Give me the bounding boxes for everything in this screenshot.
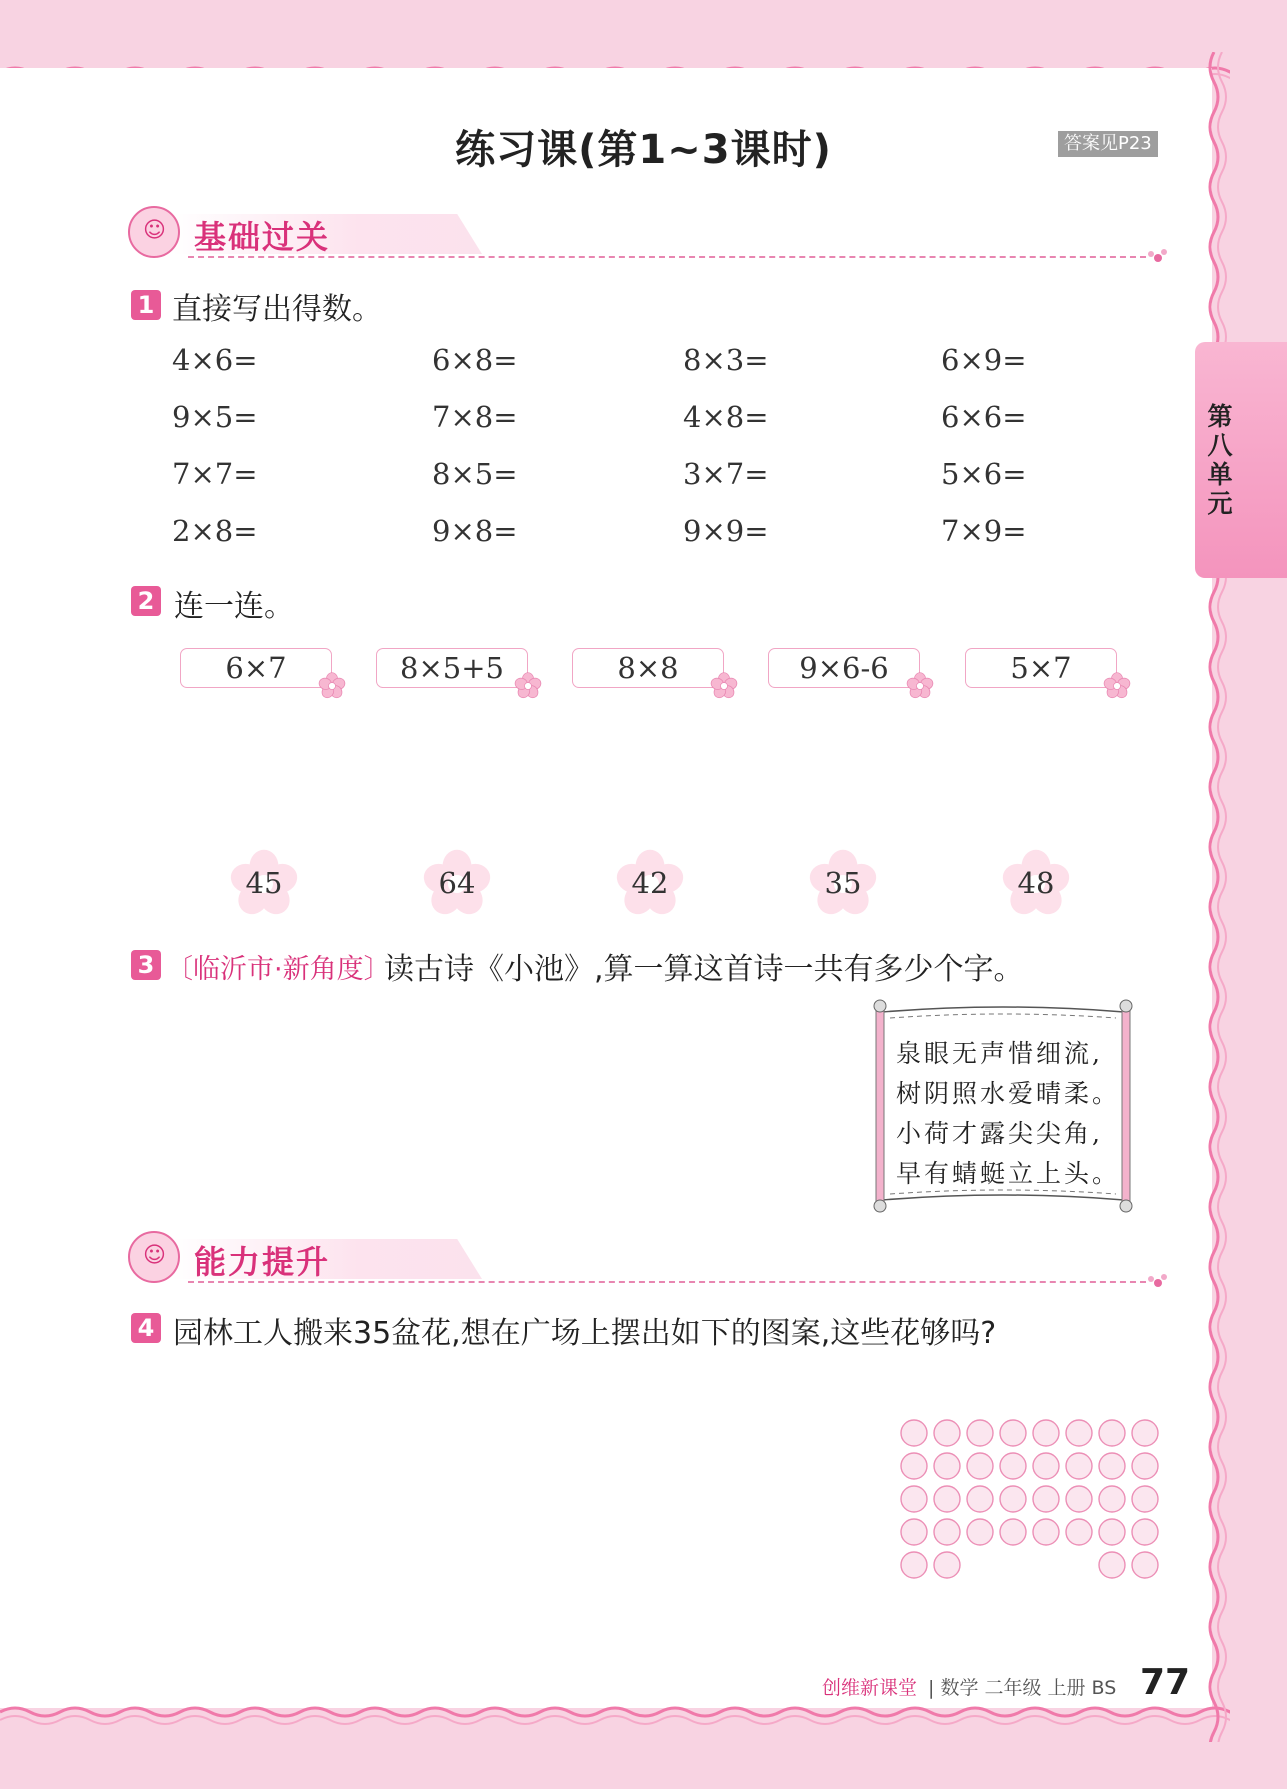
section-header-advanced — [128, 1231, 1168, 1287]
flower-pot-dot — [967, 1453, 993, 1479]
q1-equation: 7×7= — [172, 457, 258, 491]
q1-equation: 8×5= — [432, 457, 518, 491]
footer-book-info: | 数学 二年级 上册 BS — [928, 1677, 1117, 1699]
flower-pot-dot — [1000, 1486, 1026, 1512]
flower-pot-dot — [1066, 1420, 1092, 1446]
question-number-1: 1 — [131, 290, 161, 320]
flower-pot-dot — [1099, 1519, 1125, 1545]
flower-pot-dot — [1132, 1552, 1158, 1578]
q1-equation: 4×8= — [683, 400, 769, 434]
mascot-icon: ☺ — [128, 206, 180, 258]
flower-pot-dot — [1066, 1486, 1092, 1512]
poem-line: 早有蜻蜓立上头。 — [896, 1159, 1121, 1188]
flower-pot-dot — [1033, 1519, 1059, 1545]
q2-expression-box: 8×5+5 — [376, 648, 528, 688]
flower-pot-pattern — [896, 1417, 1166, 1579]
question-number-3: 3 — [131, 950, 161, 980]
q2-result-value: 48 — [1017, 866, 1055, 900]
flower-pot-dot — [1132, 1519, 1158, 1545]
flower-pot-dot — [967, 1486, 993, 1512]
flower-pot-dot — [1033, 1453, 1059, 1479]
flower-pot-dot — [1099, 1453, 1125, 1479]
answer-reference-badge: 答案见P23 — [1058, 131, 1158, 157]
flower-pot-dot — [1132, 1453, 1158, 1479]
q2-result-value: 64 — [438, 866, 476, 900]
flower-pot-dot — [1066, 1453, 1092, 1479]
q2-expression-box: 5×7 — [965, 648, 1117, 688]
question-2-text: 连一连。 — [174, 589, 294, 624]
q1-equation: 5×6= — [941, 457, 1027, 491]
flower-pot-dot — [1066, 1519, 1092, 1545]
flower-pot-dot — [1000, 1453, 1026, 1479]
footer-brand: 创维新课堂 — [822, 1677, 918, 1699]
page-number: 77 — [1140, 1662, 1191, 1703]
flower-pot-dot — [967, 1519, 993, 1545]
q2-result-value: 42 — [631, 866, 669, 900]
flower-pot-dot — [901, 1486, 927, 1512]
q2-result-value: 45 — [245, 866, 283, 900]
flower-pot-dot — [1099, 1486, 1125, 1512]
flower-icon — [1103, 672, 1131, 700]
q2-result-flower — [1000, 848, 1072, 920]
q1-equation: 2×8= — [172, 514, 258, 548]
flower-pot-dot — [901, 1519, 927, 1545]
flower-pot-dot — [1033, 1486, 1059, 1512]
wavy-right-border — [1200, 52, 1240, 1742]
flower-icon — [318, 672, 346, 700]
q2-expression-box: 9×6-6 — [768, 648, 920, 688]
q2-result-value: 35 — [824, 866, 862, 900]
q1-equation: 8×3= — [683, 343, 769, 377]
flower-pot-dot — [901, 1453, 927, 1479]
question-3-text: 读古诗《小池》,算一算这首诗一共有多少个字。 — [384, 952, 1024, 987]
flower-icon — [710, 672, 738, 700]
poem-line: 小荷才露尖尖角, — [896, 1119, 1103, 1148]
flower-pot-dot — [1099, 1420, 1125, 1446]
flower-icon — [514, 672, 542, 700]
section-label-basic: 基础过关 — [194, 218, 331, 256]
flower-pot-dot — [934, 1486, 960, 1512]
page-title: 练习课(第1~3课时) — [455, 127, 832, 173]
mascot-icon: ☺ — [128, 1231, 180, 1283]
question-3-source-tag: 〔临沂市·新角度〕 — [166, 954, 391, 985]
q1-equation: 6×6= — [941, 400, 1027, 434]
unit-side-tab — [1195, 342, 1287, 578]
flower-pot-dot — [934, 1420, 960, 1446]
flower-pot-dot — [1000, 1519, 1026, 1545]
q1-equation: 9×5= — [172, 400, 258, 434]
question-1-text: 直接写出得数。 — [172, 292, 382, 327]
flower-pot-dot — [1132, 1486, 1158, 1512]
wavy-bottom-border — [0, 1700, 1230, 1736]
q2-result-flower — [421, 848, 493, 920]
q2-result-flower — [614, 848, 686, 920]
dots-decoration-icon — [1146, 246, 1168, 266]
unit-side-tab-label: 第八单元 — [1207, 402, 1233, 518]
flower-pot-dot — [1033, 1420, 1059, 1446]
flower-pot-dot — [1099, 1552, 1125, 1578]
q1-equation: 3×7= — [683, 457, 769, 491]
flower-pot-dot — [1000, 1420, 1026, 1446]
section-header-basic — [128, 206, 1168, 262]
question-4-text: 园林工人搬来35盆花,想在广场上摆出如下的图案,这些花够吗? — [173, 1316, 997, 1351]
question-number-2: 2 — [131, 586, 161, 616]
dashed-divider — [188, 1281, 1146, 1283]
flower-pot-dot — [1132, 1420, 1158, 1446]
q2-result-flower — [228, 848, 300, 920]
q1-equation: 7×9= — [941, 514, 1027, 548]
flower-pot-dot — [901, 1420, 927, 1446]
flower-pot-dot — [934, 1519, 960, 1545]
q1-equation: 7×8= — [432, 400, 518, 434]
q1-equation: 4×6= — [172, 343, 258, 377]
q1-equation: 9×8= — [432, 514, 518, 548]
q2-result-flower — [807, 848, 879, 920]
section-label-advanced: 能力提升 — [194, 1243, 331, 1281]
q2-expression-box: 8×8 — [572, 648, 724, 688]
question-number-4: 4 — [131, 1313, 161, 1343]
poem-line: 树阴照水爱晴柔。 — [896, 1079, 1121, 1108]
q2-expression-box: 6×7 — [180, 648, 332, 688]
dots-decoration-icon — [1146, 1271, 1168, 1291]
poem-line: 泉眼无声惜细流, — [896, 1039, 1103, 1068]
flower-pot-dot — [934, 1453, 960, 1479]
q1-equation: 6×9= — [941, 343, 1027, 377]
flower-pot-dot — [967, 1420, 993, 1446]
dashed-divider — [188, 256, 1146, 258]
flower-pot-dot — [934, 1552, 960, 1578]
flower-icon — [906, 672, 934, 700]
flower-pot-dot — [901, 1552, 927, 1578]
q1-equation: 6×8= — [432, 343, 518, 377]
q1-equation: 9×9= — [683, 514, 769, 548]
